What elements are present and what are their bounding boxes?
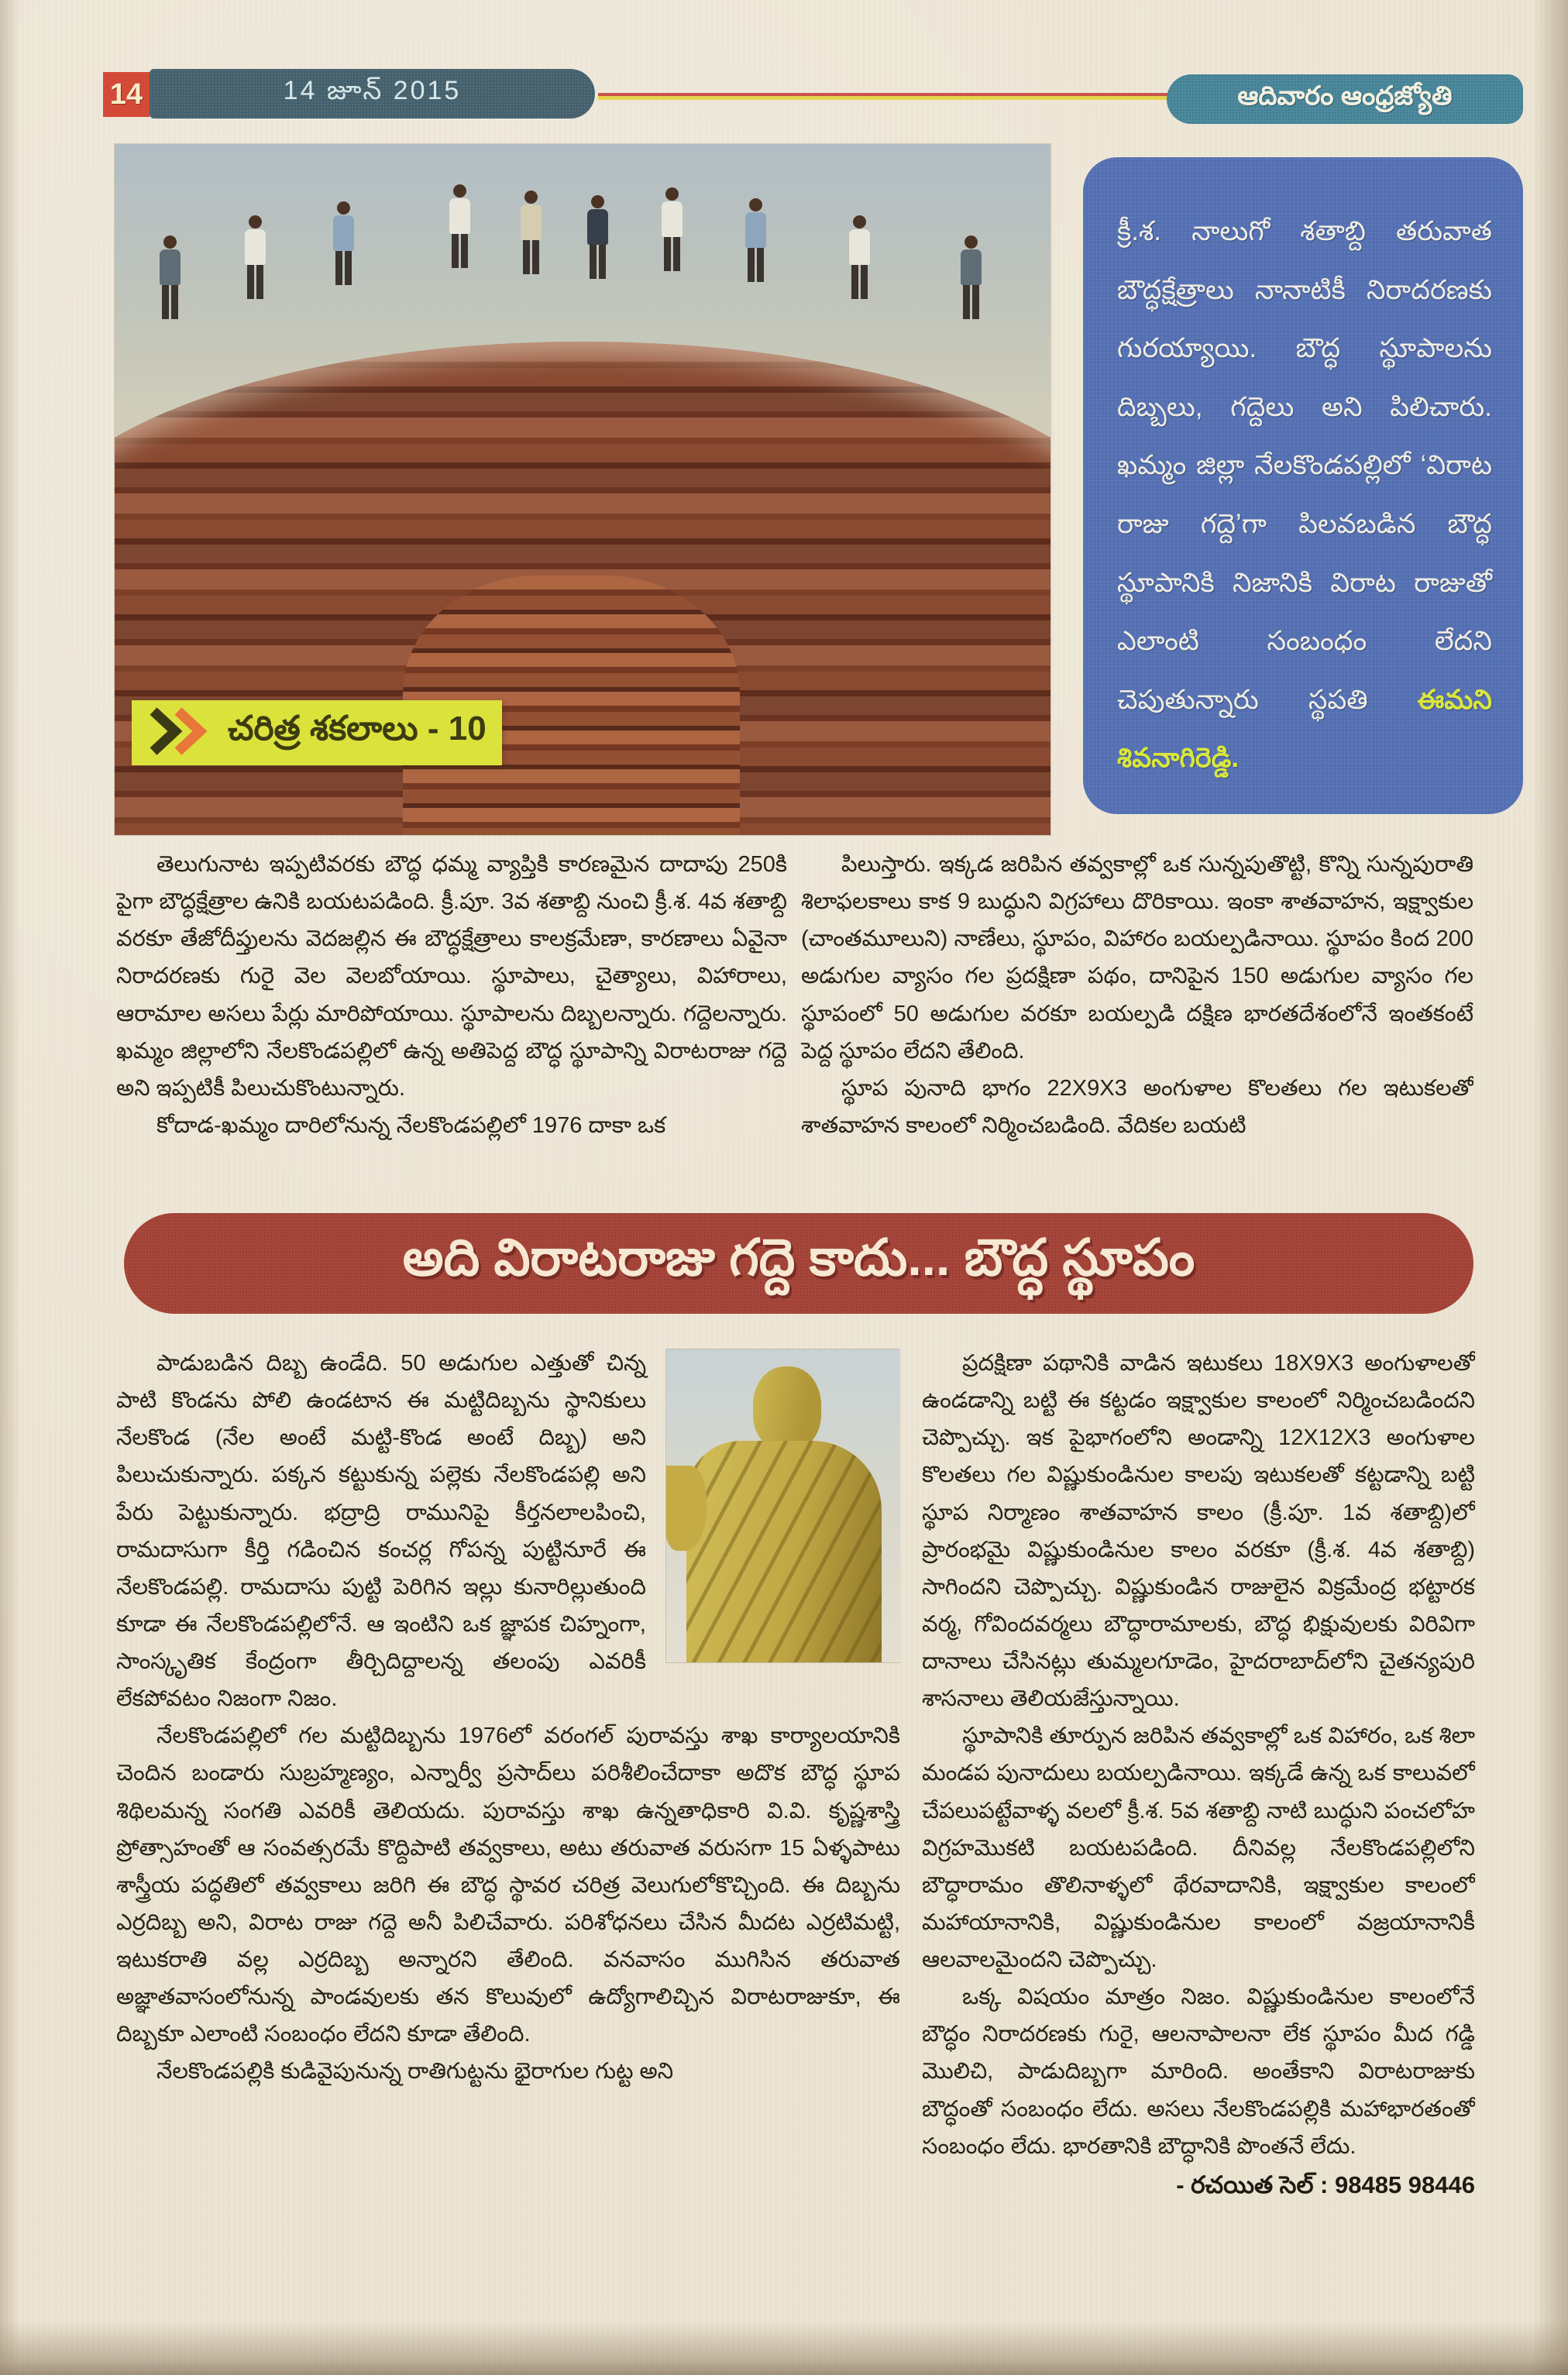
paragraph: ఒక్క విషయం మాత్రం నిజం. విష్ణుకుండినుల కాలంలోనే బౌద్ధం నిరాదరణకు గురై, ఆలనాపాలనా లేక స్థూపం మీద గడ్డి మొలిచి, పాడుదిబ్బగా మారింది. అంతేకాని విరాటరాజుకు బౌద్ధంతో సంబంధం లేదు. అసలు నేలకొండపల్లికి మహాభారతంతో సంబంధం లేదు. భారతానికి బౌద్ధానికి పొంతనే లేదు.: [922, 1985, 1475, 2159]
series-banner: [132, 700, 502, 765]
paragraph: స్థూపానికి తూర్పున జరిపిన తవ్వకాల్లో ఒక విహారం, ఒక శిలా మండప పునాదులు బయల్పడినాయి. ఇక్కడే ఉన్న ఒక కాలువలో చేపలుపట్టేవాళ్ళ వలలో క్రీ.శ. 5వ శతాబ్ది నాటి బుద్ధుని పంచలోహ విగ్రహమొకటి బయటపడింది. దీనివల్ల నేలకొండపల్లిలోని బౌద్ధారామం తొలినాళ్ళలో థేరవాదానికి, ఇక్ష్వాకుల కాలంలో మహాయానానికి, విష్ణుకుండినుల కాలంలో వజ్రయానానికీ ఆలవాలమైందని చెప్పొచ్చు.: [922, 1724, 1475, 1972]
buddha-arm: [666, 1466, 707, 1551]
author-contact: - రచయిత సెల్ : 98485 98446: [1176, 2170, 1475, 2198]
paragraph: ప్రదక్షిణా పథానికి వాడిన ఇటుకలు 18X9X3 అంగుళాలతో ఉండడాన్ని బట్టి ఈ కట్టడం ఇక్ష్వాకుల కాలంలో నిర్మించబడిందని చెప్పొచ్చు. ఇక పైభాగంలోని అండాన్ని 12X12X3 అంగుళాల కొలతలు గల విష్ణుకుండినుల కాలపు ఇటుకలతో కట్టడాన్ని బట్టి స్థూప నిర్మాణం శాతవాహన కాలం (క్రీ.పూ. 1వ శతాబ్ది)లో ప్రారంభమై విష్ణుకుండినుల కాలం వరకూ (క్రీ.శ. 4వ శతాబ్ది) సాగిందని చెప్పొచ్చు. విష్ణుకుండిన రాజులైన విక్రమేంద్ర భట్టారక వర్మ, గోవిందవర్మలు బౌద్ధారామాలకు, బౌద్ధ భిక్షువులకు విరివిగా దానాలు చేసినట్లు తుమ్మలగూడెం, హైదరాబాద్‌లోని చైతన్యపురి శాసనాలు తెలియజేస్తున్నాయి.: [922, 1351, 1475, 1712]
lower-right-column: [922, 1345, 1475, 2305]
upper-left-column: [116, 846, 787, 1204]
buddha-statue-photo: [666, 1349, 900, 1662]
masthead: ఆదివారం ఆంధ్రజ్యోతి: [1167, 74, 1523, 124]
paragraph: తెలుగునాట ఇప్పటివరకు బౌద్ధ ధమ్మ వ్యాప్తికి కారణమైన దాదాపు 250కి పైగా బౌద్ధక్షేత్రాల ఉనికి బయటపడింది. క్రీ.పూ. 3వ శతాబ్ది నుంచి క్రీ.శ. 4వ శతాబ్ది వరకూ తేజోదీప్తులను వెదజల్లిన ఈ బౌద్ధక్షేత్రాలు కాలక్రమేణా, కారణాలు ఏవైనా నిరాదరణకు గురై వెల వెలబోయాయి. స్థూపాలు, చైత్యాలు, విహారాలు, ఆరామాల అసలు పేర్లు మారిపోయాయి. స్థూపాలను దిబ్బలన్నారు. గద్దెలన్నారు. ఖమ్మం జిల్లాలోని నేలకొండపల్లిలో ఉన్న అతిపెద్ద బౌద్ధ స్థూపాన్ని విరాటరాజు గద్దె అని ఇప్పటికీ పిలుచుకొంటున్నారు.: [116, 852, 787, 1101]
date-bar: 14 జూన్ 2015: [150, 69, 595, 119]
double-chevron-icon: [146, 707, 217, 759]
page-edge-shadow-bottom: [0, 2321, 1568, 2375]
buddha-body: [686, 1441, 882, 1662]
headline-text: అది విరాటరాజు గద్దె కాదు... బౌద్ధ స్థూపం: [402, 1228, 1195, 1286]
paragraph: కోదాడ-ఖమ్మం దారిలోనున్న నేలకొండపల్లిలో 1976 దాకా ఒక: [156, 1112, 666, 1138]
paragraph: నేలకొండపల్లికి కుడివైపునున్న రాతిగుట్టను భైరాగుల గుట్ట అని: [156, 2059, 674, 2085]
lower-left-column: [116, 1345, 900, 2259]
page-edge-shadow-right: [1532, 0, 1568, 2375]
page-number: 14: [103, 72, 150, 117]
page-edge-shadow-left: [0, 0, 20, 2375]
summary-signature: ఈమని శివనాగిరెడ్డి.: [1117, 684, 1492, 774]
buddha-head: [753, 1366, 821, 1450]
summary-text: క్రీ.శ. నాలుగో శతాబ్ది తరువాత బౌద్ధక్షేత్రాలు నానాటికీ నిరాదరణకు గురయ్యాయి. బౌద్ధ స్థూపాలను దిబ్బలు, గద్దెలు అని పిలిచారు. ఖమ్మం జిల్లా నేలకొండపల్లిలో ‘విరాట రాజు గద్దె’గా పిలవబడిన బౌద్ధ స్థూపానికి నిజానికి విరాట రాజుతో ఎలాంటి సంబంధం లేదని చెపుతున్నారు స్థపతి: [1117, 216, 1492, 715]
headline-banner: [124, 1213, 1473, 1314]
upper-right-column: [801, 846, 1473, 1204]
paragraph: పాడుబడిన దిబ్బ ఉండేది. 50 అడుగుల ఎత్తుతో చిన్న పాటి కొండను పోలి ఉండటాన ఈ మట్టిదిబ్బను స్థానికులు నేలకొండ (నేల అంటే మట్టి-కొండ అంటే దిబ్బ) అని పిలుచుకున్నారు. పక్కన కట్టుకున్న పల్లెకు నేలకొండపల్లి అని పేరు పెట్టుకున్నారు. భద్రాద్రి రామునిపై కీర్తనలాలపించి, రామదాసుగా కీర్తి గడించిన కంచర్ల గోపన్న పుట్టినూరే ఈ నేలకొండపల్లి. రామదాసు పుట్టి పెరిగిన ఇల్లు కునారిల్లుతుంది కూడా ఈ నేలకొండపల్లిలోనే. ఆ ఇంటిని ఒక జ్ఞాపక చిహ్నంగా, సాంస్కృతిక కేంద్రంగా తీర్చిదిద్దాలన్న తలంపు ఎవరికీ లేకపోవటం నిజంగా నిజం.: [116, 1351, 646, 1712]
stupa-mound-photo: [115, 144, 1050, 835]
summary-box: [1083, 157, 1523, 814]
paragraph: పిలుస్తారు. ఇక్కడ జరిపిన తవ్వకాల్లో ఒక సున్నపుతొట్టి, కొన్ని సున్నపురాతి శిలాఫలకాలు కాక 9 బుద్ధుని విగ్రహాలు దొరికాయి. ఇంకా శాతవాహన, ఇక్ష్వాకుల (చాంతమూలుని) నాణేలు, స్థూపం, విహారం బయల్పడినాయి. స్థూపం కింద 200 అడుగుల వ్యాసం గల ప్రదక్షిణా పథం, దానిపైన 150 అడుగుల వ్యాసం గల స్థూపంలో 50 అడుగుల వరకూ బయల్పడి దక్షిణ భారతదేశంలోనే ఇంతకంటే పెద్ద స్థూపం లేదని తేలింది.: [801, 852, 1473, 1064]
header-divider: [598, 93, 1178, 100]
paragraph: స్థూప పునాది భాగం 22X9X3 అంగుళాల కొలతలు గల ఇటుకలతో శాతవాహన కాలంలో నిర్మించబడింది. వేదికల బయటి: [801, 1075, 1473, 1138]
paragraph: నేలకొండపల్లిలో గల మట్టిదిబ్బను 1976లో వరంగల్ పురావస్తు శాఖ కార్యాలయానికి చెందిన బండారు సుబ్రహ్మణ్యం, ఎన్నార్వీ ప్రసాద్‌లు పరిశీలించేదాకా అదొక బౌద్ధ స్థూప శిథిలమన్న సంగతి ఎవరికీ తెలియదు. పురావస్తు శాఖ ఉన్నతాధికారి వి.వి. కృష్ణశాస్త్రి ప్రోత్సాహంతో ఆ సంవత్సరమే కొద్దిపాటి తవ్వకాలు, అటు తరువాత వరుసగా 15 ఏళ్ళపాటు శాస్త్రీయ పద్ధతిలో తవ్వకాలు జరిగి ఈ బౌద్ధ స్థావర చరిత్ర వెలుగులోకొచ్చింది. ఈ దిబ్బను ఎర్రదిబ్బ అని, విరాట రాజు గద్దె అనీ పిలిచేవారు. పరిశోధనలు చేసిన మీదట ఎర్రటిమట్టి, ఇటుకరాతి వల్ల ఎర్రదిబ్బ అన్నారని తేలింది. వనవాసం ముగిసిన తరువాత అజ్ఞాతవాసంలోనున్న పాండవులకు తన కొలువులో ఉద్యోగాలిచ్చిన విరాటరాజుకూ, ఈ దిబ్బకూ ఎలాంటి సంబంధం లేదని కూడా తేలింది.: [116, 1724, 900, 2047]
series-banner-label: చరిత్ర శకలాలు - 10: [228, 709, 487, 748]
